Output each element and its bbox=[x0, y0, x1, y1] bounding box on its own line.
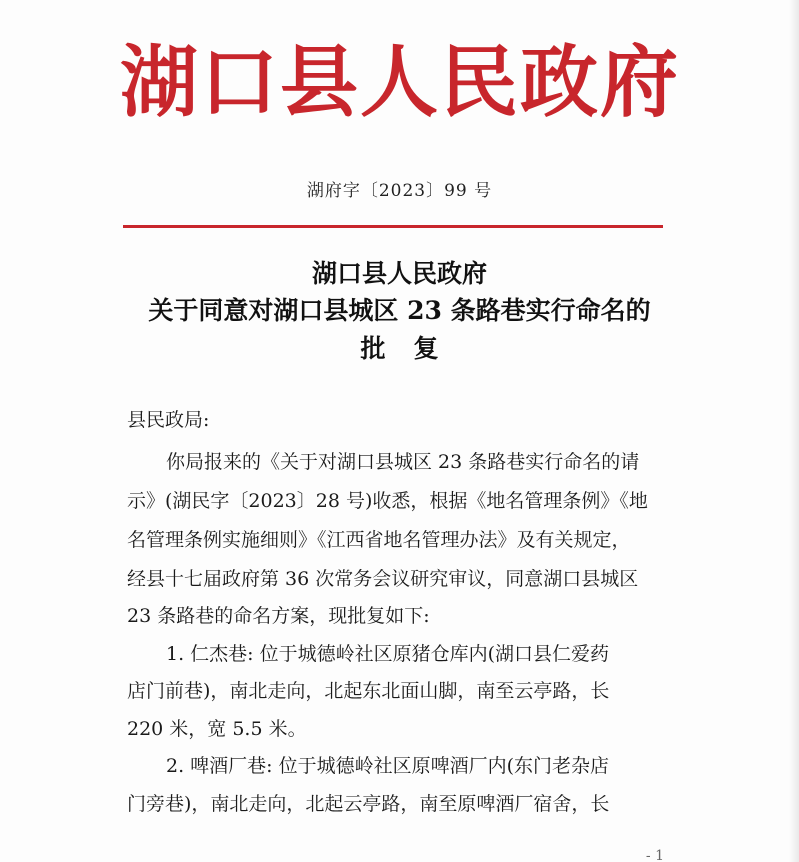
body-line: 名管理条例实施细则》《江西省地名管理办法》及有关规定， bbox=[127, 529, 631, 551]
body-line: 2. 啤酒厂巷: 位于城德岭社区原啤酒厂内(东门老杂店 bbox=[166, 755, 610, 777]
body-line: 220 米，宽 5.5 米。 bbox=[127, 718, 307, 740]
body-line: 示》(湖民字〔2023〕28 号)收悉，根据《地名管理条例》《地 bbox=[127, 490, 648, 512]
body-line: 店门前巷)，南北走向，北起东北面山脚，南至云亭路，长 bbox=[127, 680, 610, 702]
document-number: 湖府字〔2023〕99 号 bbox=[306, 181, 493, 201]
title-line-1: 湖口县人民政府 bbox=[311, 259, 487, 288]
issuing-authority-header: 湖口县人民政府 bbox=[120, 37, 681, 128]
body-line: 门旁巷)，南北走向，北起云亭路，南至原啤酒厂宿舍，长 bbox=[127, 793, 610, 815]
body-line: 23 条路巷的命名方案，现批复如下: bbox=[127, 605, 430, 627]
body-line: 经县十七届政府第 36 次常务会议研究审议，同意湖口县城区 bbox=[127, 568, 639, 590]
title-line-3: 批复 bbox=[360, 334, 467, 363]
page-edge-shadow bbox=[789, 0, 799, 862]
title-line-2: 关于同意对湖口县城区 23 条路巷实行命名的 bbox=[148, 296, 651, 325]
red-divider-rule bbox=[123, 225, 663, 228]
body-line: 1. 仁杰巷: 位于城德岭社区原猪仓库内(湖口县仁爱药 bbox=[166, 643, 610, 665]
addressee: 县民政局: bbox=[127, 409, 210, 431]
page-number: - 1 bbox=[645, 848, 664, 862]
body-line: 你局报来的《关于对湖口县城区 23 条路巷实行命名的请 bbox=[166, 451, 640, 473]
